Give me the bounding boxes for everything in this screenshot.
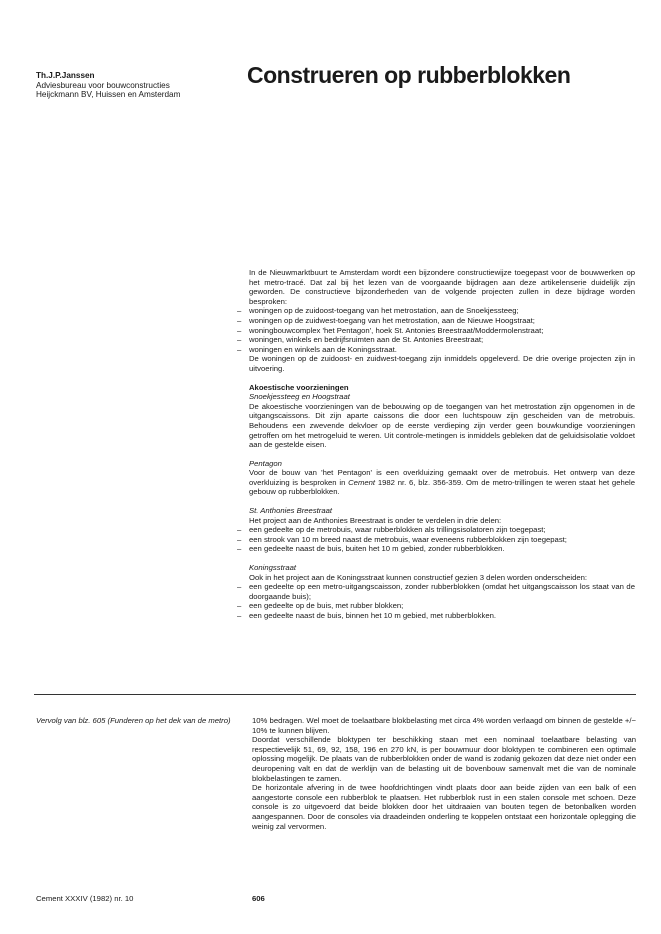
pentagon-text-a: Voor de bouw van 'het Pentagon' is een overkluizing gemaakt over de metrobuis. Het ontwerp van deze overkluizing is besproken in: [249, 468, 635, 487]
paragraph-pentagon: [249, 468, 635, 497]
subheading-pentagon: Pentagon: [249, 458, 282, 468]
pentagon-text-b: 1982 nr. 6, blz. 356-359. Om de metro-trillingen te weren staat het gehele gebouw op rubberblokken.: [249, 477, 636, 497]
list-item: – woningbouwcomplex 'het Pentagon', hoek St. Antonies Breestraat/Moddermolenstraat;: [249, 326, 635, 336]
paragraph-snoekjessteeg: De akoestische voorzieningen van de bebouwing op de toegangen van het metrostation zijn opgenomen in de uitgangscaissons. Dit zijn aparte caissons die door een luchtspouw zijn gescheiden van de metrobuis. Behoudens een zwevende dekvloer op de eerste verdieping zijn verder geen bouwkundige voorzieningen getroffen om het metrogeluid te weren. Uit controle-metingen is inmiddels gebleken dat de geluidsisolatie voldoet aan de gestelde eisen.: [249, 401, 635, 450]
list-item: – een gedeelte op de metrobuis, waar rubberblokken als trillingsisolatoren zijn toegepast;: [249, 525, 635, 535]
author-name: Th.J.P.Janssen: [36, 71, 95, 80]
list-item: – een gedeelte naast de buis, binnen het 10 m gebied, met rubberblokken.: [249, 611, 635, 621]
journal-reference: Cement: [348, 477, 376, 487]
continuation-paragraph-1: 10% bedragen. Wel moet de toelaatbare blokbelasting met circa 4% worden verlaagd om binnen de gestelde +/− 10% te kunnen blijven.: [252, 716, 636, 735]
list-item: – een gedeelte op de buis, met rubber blokken;: [249, 601, 635, 611]
intro-paragraph: In de Nieuwmarktbuurt te Amsterdam wordt een bijzondere constructiewijze toegepast voor de bouwwerken op het metro-tracé. Dat zal bij het lezen van de voorgaande bijdragen aan deze artikelenserie duidelijk zijn geworden. De constructieve bijzonderheden van de volgende projecten zullen in deze bijdrage worden besproken:: [249, 268, 635, 306]
journal-footer: Cement XXXIV (1982) nr. 10: [36, 894, 134, 903]
continuation-paragraph-2: Doordat verschillende bloktypen ter beschikking staan met een nominaal toelaatbare belasting van respectievelijk 51, 69, 92, 158, 196 en 270 kN, is per bouwmuur door bloktypen te combineren een optimale oplossing mogelijk. De plaats van de rubberblokken onder de wand is zodanig gekozen dat deze niet onder een deuropening valt en dat de werklijn van de belasting uit de bovenbouw samenvalt met die van de nominale blokbelastingen te zamen.: [252, 735, 636, 783]
page-number: 606: [252, 894, 265, 903]
paragraph-koningsstraat: Ook in het project aan de Koningsstraat kunnen constructief gezien 3 delen worden onderscheiden:: [249, 572, 588, 582]
paragraph-antonies: Het project aan de Anthonies Breestraat is onder te verdelen in drie delen:: [249, 515, 502, 525]
subheading-snoekjessteeg: Snoekjessteeg en Hoogstraat: [249, 392, 350, 402]
article-title: Construeren op rubberblokken: [247, 62, 571, 88]
section-heading: Akoestische voorzieningen: [249, 382, 349, 392]
list-item: – woningen op de zuidoost-toegang van het metrostation, aan de Snoekjessteeg;: [249, 306, 635, 316]
project-list: [249, 306, 635, 354]
list-item: – een gedeelte naast de buis, buiten het 10 m gebied, zonder rubberblokken.: [249, 544, 635, 554]
main-text: [249, 268, 635, 621]
list-item: – een strook van 10 m breed naast de metrobuis, waar eveneens rubberblokken zijn toegepast;: [249, 535, 635, 545]
subheading-antonies: St. Anthonies Breestraat: [249, 506, 333, 516]
continuation-paragraph-3: De horizontale afvering in de twee hoofdrichtingen vindt plaats door aan beide zijden van een balk of een aangestorte console een rubberblok te plaatsen. Het rubberblok rust in een stalen console met schoen. Deze console is zo uitgevoerd dat beide blokken door het uitdraaien van bouten tegen de betonbalken worden aangespannen. Door de consoles via draadeinden onderling te koppelen ontstaat een horizontale oplegging die weinig zal vervormen.: [252, 783, 636, 831]
continuation-note: Vervolg van blz. 605 (Funderen op het dek van de metro): [36, 716, 231, 725]
intro-closing: De woningen op de zuidoost- en zuidwest-toegang zijn inmiddels opgeleverd. De drie overige projecten zijn in uitvoering.: [249, 354, 635, 373]
list-item: – woningen op de zuidwest-toegang van het metrostation, aan de Nieuwe Hoogstraat;: [249, 316, 635, 326]
subheading-koningsstraat: Koningsstraat: [249, 563, 297, 573]
continuation-text: [252, 716, 636, 831]
section-divider: [34, 694, 636, 695]
list-item: – woningen en winkels aan de Koningsstraat.: [249, 345, 635, 355]
list-item: – woningen, winkels en bedrijfsruimten aan de St. Antonies Breestraat;: [249, 335, 635, 345]
author-block: [36, 71, 236, 100]
author-affiliation-1: Adviesbureau voor bouwconstructies: [36, 80, 170, 90]
list-item: – een gedeelte op een metro-uitgangscaisson, zonder rubberblokken (omdat het uitgangscaisson los staat van de doorgaande buis);: [249, 582, 635, 601]
antonies-list: [249, 525, 635, 554]
author-affiliation-2: Heijckmann BV, Huissen en Amsterdam: [36, 90, 181, 100]
koningsstraat-list: [249, 582, 635, 620]
